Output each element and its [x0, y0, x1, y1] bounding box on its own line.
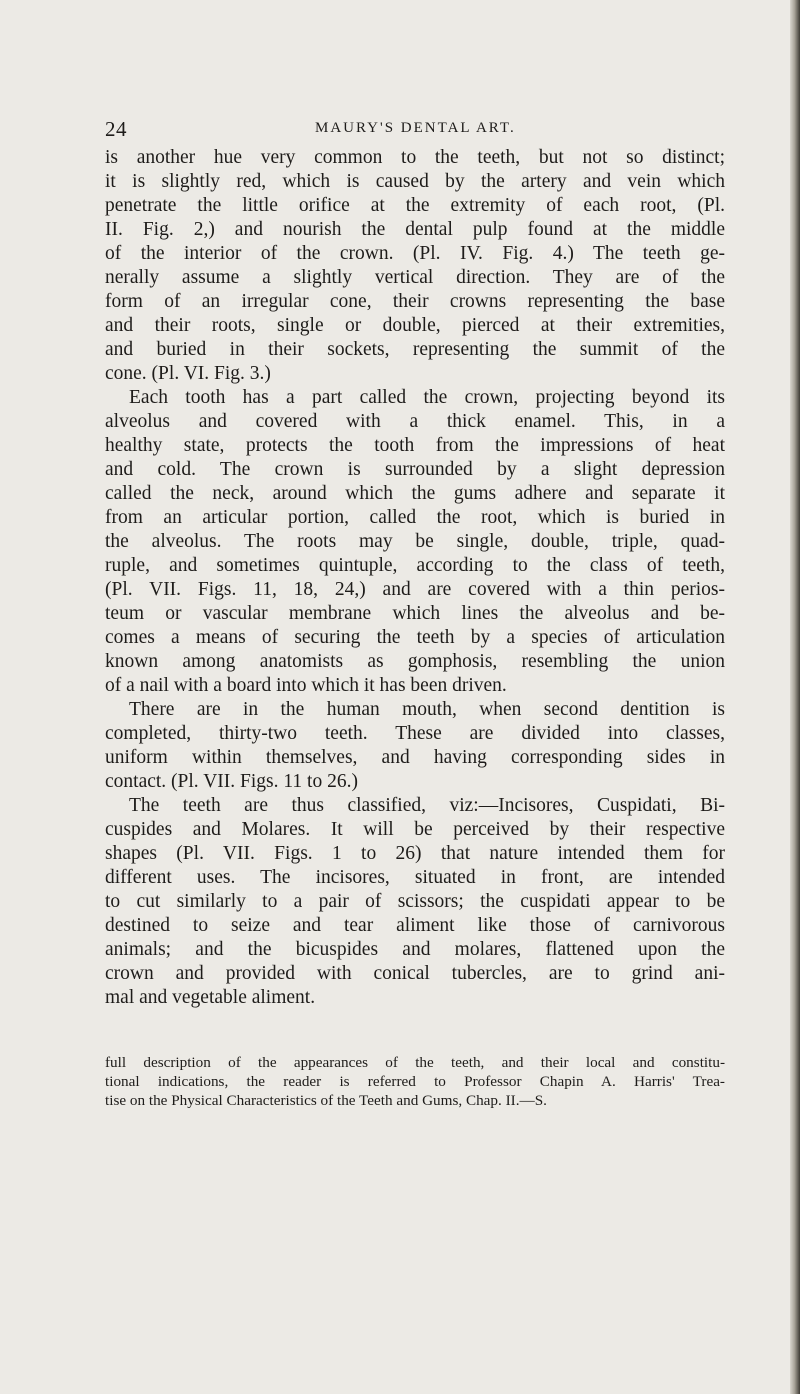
body-text — [105, 146, 725, 1010]
text-line: known among anatomists as gomphosis, resembling the union — [105, 651, 725, 672]
text-line: to cut similarly to a pair of scissors; the cuspidati appear to be — [105, 891, 725, 912]
footnote-line: tise on the Physical Characteristics of the Teeth and Gums, Chap. II.—S. — [105, 1092, 547, 1109]
text-line: destined to seize and tear aliment like those of carnivorous — [105, 915, 725, 936]
running-title: MAURY'S DENTAL ART. — [315, 120, 516, 136]
text-line: called the neck, around which the gums adhere and separate it — [105, 483, 725, 504]
text-line: II. Fig. 2,) and nourish the dental pulp found at the middle — [105, 219, 725, 240]
running-head — [105, 117, 725, 141]
text-line: There are in the human mouth, when second dentition is — [129, 699, 725, 720]
text-line: of a nail with a board into which it has been driven. — [105, 675, 507, 696]
text-line: Each tooth has a part called the crown, projecting beyond its — [129, 387, 725, 408]
footnote-line: full description of the appearances of the teeth, and their local and constitu- — [105, 1054, 725, 1071]
text-line: crown and provided with conical tubercles, are to grind ani- — [105, 963, 725, 984]
text-line: comes a means of securing the teeth by a species of articulation — [105, 627, 725, 648]
text-line: The teeth are thus classified, viz:—Incisores, Cuspidati, Bi- — [129, 795, 725, 816]
text-line: is another hue very common to the teeth, but not so distinct; — [105, 147, 725, 168]
text-line: and their roots, single or double, pierced at their extremities, — [105, 315, 725, 336]
text-line: completed, thirty-two teeth. These are divided into classes, — [105, 723, 725, 744]
text-line: mal and vegetable aliment. — [105, 987, 316, 1008]
text-line: nerally assume a slightly vertical direction. They are of the — [105, 267, 725, 288]
text-line: form of an irregular cone, their crowns representing the base — [105, 291, 725, 312]
text-line: penetrate the little orifice at the extremity of each root, (Pl. — [105, 195, 725, 216]
text-line: cone. (Pl. VI. Fig. 3.) — [105, 363, 271, 384]
text-line: animals; and the bicuspides and molares, flattened upon the — [105, 939, 725, 960]
text-line: and cold. The crown is surrounded by a slight depression — [105, 459, 725, 480]
text-line: ruple, and sometimes quintuple, according to the class of teeth, — [105, 555, 725, 576]
footnote-line: tional indications, the reader is referred to Professor Chapin A. Harris' Trea- — [105, 1073, 725, 1090]
text-line: the alveolus. The roots may be single, double, triple, quad- — [105, 531, 725, 552]
text-line: contact. (Pl. VII. Figs. 11 to 26.) — [105, 771, 358, 792]
page-edge — [790, 0, 800, 1394]
text-line: healthy state, protects the tooth from the impressions of heat — [105, 435, 725, 456]
page-number: 24 — [105, 117, 127, 141]
text-line: alveolus and covered with a thick enamel. This, in a — [105, 411, 725, 432]
text-line: shapes (Pl. VII. Figs. 1 to 26) that nature intended them for — [105, 843, 725, 864]
text-line: teum or vascular membrane which lines the alveolus and be- — [105, 603, 725, 624]
text-line: uniform within themselves, and having corresponding sides in — [105, 747, 725, 768]
footnote — [105, 1053, 725, 1110]
text-line: from an articular portion, called the root, which is buried in — [105, 507, 725, 528]
text-line: cuspides and Molares. It will be perceived by their respective — [105, 819, 725, 840]
text-line: different uses. The incisores, situated in front, are intended — [105, 867, 725, 888]
text-line: (Pl. VII. Figs. 11, 18, 24,) and are covered with a thin perios- — [105, 579, 725, 600]
text-line: and buried in their sockets, representing the summit of the — [105, 339, 725, 360]
text-line: of the interior of the crown. (Pl. IV. Fig. 4.) The teeth ge- — [105, 243, 725, 264]
text-line: it is slightly red, which is caused by the artery and vein which — [105, 171, 725, 192]
